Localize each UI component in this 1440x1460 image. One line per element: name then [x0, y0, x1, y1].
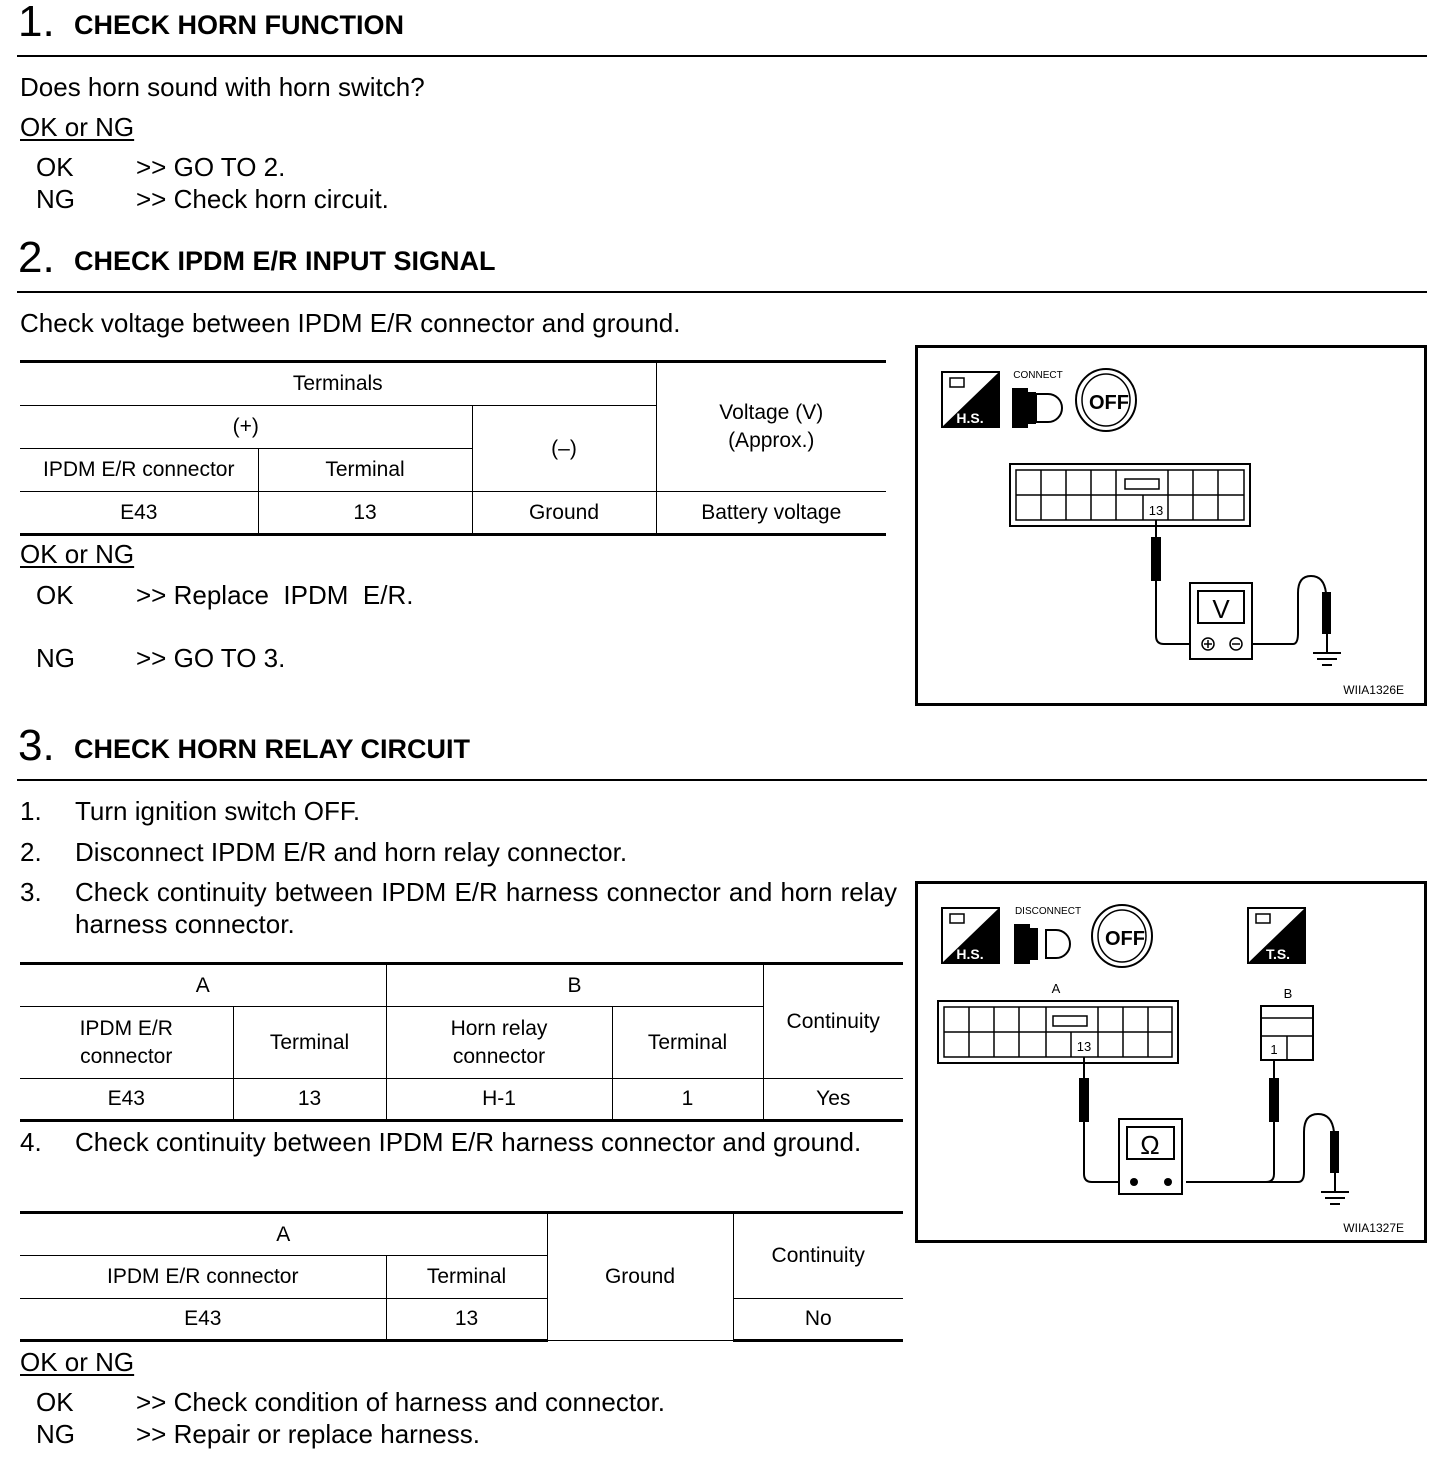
voltage-table — [20, 360, 886, 536]
ipdm-connector — [938, 1001, 1178, 1063]
table-cell: 1 — [612, 1079, 763, 1121]
continuity-table-ground — [20, 1211, 903, 1342]
divider — [17, 55, 1427, 57]
list-item-number: 3. — [20, 877, 42, 907]
hand-switch-icon — [942, 908, 999, 963]
step-3-ng-action: >> Repair or replace harness. — [136, 1419, 480, 1449]
step-1-question: Does horn sound with horn switch? — [20, 72, 425, 102]
step-1-ok-action: >> GO TO 2. — [136, 152, 286, 182]
step-1-title: CHECK HORN FUNCTION — [74, 10, 404, 40]
terminals-header: Terminals — [20, 362, 656, 406]
list-item-number: 4. — [20, 1127, 42, 1157]
step-3-number: 3. — [18, 721, 55, 770]
connect-icon — [1012, 370, 1063, 428]
voltage-header — [656, 362, 886, 492]
figure-code: WIIA1327E — [1343, 1221, 1404, 1235]
a-header: A — [20, 964, 386, 1007]
voltage-header-line1: Voltage (V) — [719, 401, 824, 424]
continuity-header: Continuity — [733, 1213, 903, 1299]
step-3-ok-label: OK — [36, 1387, 74, 1417]
step-2-ng-label: NG — [36, 643, 75, 673]
step-1-ng-action: >> Check horn circuit. — [136, 184, 389, 214]
meter-symbol: Ω — [1140, 1130, 1160, 1160]
list-item: Disconnect IPDM E/R and horn relay connector. — [75, 837, 628, 867]
step-2-ok-ng-heading: OK or NG — [20, 539, 135, 569]
table-cell: E43 — [20, 1299, 386, 1341]
terminal-header: Terminal — [386, 1256, 547, 1299]
step-3-ng-label: NG — [36, 1419, 75, 1449]
divider — [17, 291, 1427, 293]
step-2-title: CHECK IPDM E/R INPUT SIGNAL — [74, 246, 496, 276]
continuity-table-relay — [20, 962, 903, 1122]
test-switch-icon — [1248, 908, 1305, 963]
meter-symbol: V — [1212, 594, 1230, 624]
table-cell: No — [733, 1299, 903, 1341]
ts-label: T.S. — [1265, 946, 1291, 962]
ohmmeter-icon — [1119, 1119, 1182, 1194]
terminal-header: Terminal — [258, 449, 472, 492]
list-item-number: 2. — [20, 837, 42, 867]
step-1-ng-label: NG — [36, 184, 75, 214]
table-cell: Yes — [763, 1079, 903, 1121]
connector-a-label: A — [1051, 981, 1061, 996]
step-2-instruction: Check voltage between IPDM E/R connector and ground. — [20, 308, 681, 338]
step-3-title: CHECK HORN RELAY CIRCUIT — [74, 734, 471, 764]
a-header: A — [20, 1213, 547, 1256]
list-item: Turn ignition switch OFF. — [75, 796, 361, 826]
step-1-ok-ng-heading: OK or NG — [20, 112, 135, 142]
b-header: B — [386, 964, 763, 1007]
off-label: OFF — [1089, 392, 1129, 414]
ipdm-connector — [1010, 464, 1250, 526]
disconnect-label: DISCONNECT — [1014, 906, 1082, 917]
ground-header: Ground — [547, 1213, 733, 1341]
figure-drawing — [918, 348, 1424, 703]
list-item: Check continuity between IPDM E/R harness connector and horn relay harness connector. — [75, 877, 897, 939]
terminal-header: Terminal — [233, 1007, 386, 1079]
step-2-ok-label: OK — [36, 580, 74, 610]
ipdm-connector-header: IPDM E/R connector — [20, 1256, 386, 1299]
table-cell: 13 — [258, 492, 472, 535]
hand-switch-icon — [942, 372, 999, 427]
step-3-ok-action: >> Check condition of harness and connector. — [136, 1387, 666, 1417]
list-item: Check continuity between IPDM E/R harness connector and ground. — [75, 1127, 862, 1157]
connector-b-label: B — [1283, 986, 1293, 1001]
ignition-off-icon — [1092, 905, 1152, 967]
hs-label: H.S. — [956, 946, 984, 962]
table-cell: H-1 — [386, 1079, 612, 1121]
continuity-header: Continuity — [763, 964, 903, 1079]
figure-drawing — [918, 884, 1424, 1240]
voltage-header-line2: (Approx.) — [728, 429, 815, 452]
step-2-ok-action: >> Replace IPDM E/R. — [136, 580, 414, 610]
step-2-number: 2. — [18, 233, 55, 282]
minus-header: (–) — [472, 406, 656, 492]
step-1-ok-label: OK — [36, 152, 74, 182]
table-cell: E43 — [20, 492, 258, 535]
plus-header: (+) — [20, 406, 472, 449]
voltage-check-figure — [915, 345, 1427, 706]
list-item-number: 1. — [20, 796, 42, 826]
disconnect-icon — [1014, 906, 1081, 964]
step-2-ng-action: >> GO TO 3. — [136, 643, 286, 673]
continuity-check-figure — [915, 881, 1427, 1243]
table-cell: 13 — [386, 1299, 547, 1341]
horn-relay-connector — [1261, 1006, 1313, 1060]
terminal-header: Terminal — [612, 1007, 763, 1079]
step-3-ok-ng-heading: OK or NG — [20, 1347, 135, 1377]
terminal-13-label: 13 — [1076, 1039, 1092, 1054]
table-cell: 13 — [233, 1079, 386, 1121]
connect-label: CONNECT — [1013, 370, 1063, 381]
terminal-1-label: 1 — [1270, 1042, 1278, 1057]
figure-code: WIIA1326E — [1343, 683, 1404, 697]
divider — [17, 779, 1427, 781]
table-cell: Battery voltage — [656, 492, 886, 535]
step-1-number: 1. — [18, 0, 55, 46]
terminal-13-label: 13 — [1148, 503, 1164, 518]
ipdm-connector-header: IPDM E/R connector — [20, 1007, 233, 1079]
horn-relay-connector-header: Horn relay connector — [386, 1007, 612, 1079]
table-cell: E43 — [20, 1079, 233, 1121]
hs-label: H.S. — [956, 410, 984, 426]
table-cell: Ground — [472, 492, 656, 535]
voltmeter-icon — [1190, 583, 1252, 659]
off-label: OFF — [1105, 928, 1145, 950]
ignition-off-icon — [1076, 369, 1136, 431]
connector-header: IPDM E/R connector — [20, 449, 258, 492]
